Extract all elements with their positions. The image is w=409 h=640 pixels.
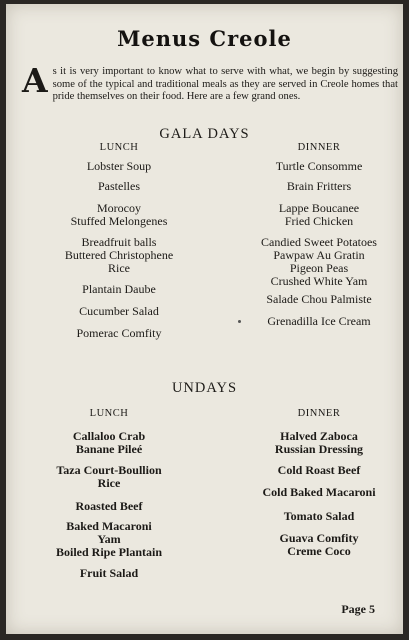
menu-course bbox=[24, 327, 214, 340]
menu-item: Cucumber Salad bbox=[79, 304, 159, 318]
menu-course bbox=[24, 160, 214, 173]
menu-item: Cold Roast Beef bbox=[277, 463, 361, 477]
menu-item: Morocoy bbox=[97, 201, 141, 215]
menu-item: Fried Chicken bbox=[284, 214, 354, 228]
intro-paragraph bbox=[22, 61, 398, 104]
intro-text: s it is very important to know what to serve with what, we begin by suggesting some of the typical and traditional meals as they are served in Creole homes that pride themselves on their food. Here are a few grand ones. bbox=[52, 66, 398, 102]
menu-course bbox=[24, 202, 214, 228]
menu-item: Pastelles bbox=[98, 179, 140, 193]
menu-course bbox=[14, 500, 204, 513]
menu-course bbox=[224, 430, 409, 456]
menu-course bbox=[14, 430, 204, 456]
menu-item: Pomerac Comfity bbox=[76, 326, 162, 340]
menu-item: Banane Pileé bbox=[75, 442, 143, 456]
gala-lunch-heading: LUNCH bbox=[99, 142, 139, 153]
menu-item: Buttered Christophene bbox=[64, 248, 174, 262]
menu-item: Cold Baked Macaroni bbox=[262, 485, 376, 499]
menu-course bbox=[224, 464, 409, 477]
menu-item: Taza Court-Boullion bbox=[56, 463, 162, 477]
menu-course bbox=[224, 293, 409, 306]
menu-item: Fruit Salad bbox=[79, 566, 139, 580]
menu-item: Pawpaw Au Gratin bbox=[273, 248, 365, 262]
menu-item: Roasted Beef bbox=[75, 499, 143, 513]
menu-item: Pigeon Peas bbox=[289, 261, 349, 275]
menu-course bbox=[24, 305, 214, 318]
menu-item: Salade Chou Palmiste bbox=[266, 292, 372, 306]
gala-days-heading: GALA DAYS bbox=[159, 126, 250, 142]
sundays-dinner-heading: DINNER bbox=[297, 408, 341, 419]
menu-item: Crushed White Yam bbox=[270, 274, 368, 288]
menu-item: Tomato Salad bbox=[283, 509, 355, 523]
print-speck bbox=[238, 320, 241, 323]
menu-item: Halved Zaboca bbox=[280, 429, 358, 443]
sundays-heading: UNDAYS bbox=[171, 380, 238, 396]
menu-item: Rice bbox=[97, 476, 121, 490]
menu-item: Yam bbox=[97, 532, 121, 546]
menu-item: Lappe Boucanee bbox=[278, 201, 360, 215]
menu-item: Russian Dressing bbox=[274, 442, 364, 456]
menu-course bbox=[224, 315, 409, 328]
menu-item: Stuffed Melongenes bbox=[70, 214, 168, 228]
sundays-lunch-heading: LUNCH bbox=[89, 408, 129, 419]
menu-course bbox=[14, 520, 204, 559]
menu-course bbox=[224, 202, 409, 228]
menu-item: Turtle Consomme bbox=[275, 159, 363, 173]
menu-course bbox=[24, 236, 214, 275]
menu-course bbox=[14, 464, 204, 490]
drop-cap: A bbox=[22, 61, 48, 100]
menu-item: Lobster Soup bbox=[86, 159, 152, 173]
menu-course bbox=[224, 532, 409, 558]
menu-course bbox=[224, 236, 409, 288]
menu-item: Candied Sweet Potatoes bbox=[261, 235, 377, 249]
menu-course bbox=[24, 283, 214, 296]
menu-item: Callaloo Crab bbox=[72, 429, 146, 443]
menu-course bbox=[224, 510, 409, 523]
gala-dinner-heading: DINNER bbox=[297, 142, 341, 153]
menu-page bbox=[6, 4, 403, 634]
menu-item: Creme Coco bbox=[287, 544, 351, 558]
menu-item: Brain Fritters bbox=[286, 179, 352, 193]
menu-course bbox=[14, 567, 204, 580]
page-title: Menus Creole bbox=[117, 26, 292, 51]
menu-course bbox=[224, 486, 409, 499]
menu-item: Grenadilla Ice Cream bbox=[267, 314, 371, 328]
menu-course bbox=[224, 160, 409, 173]
menu-item: Guava Comfity bbox=[279, 531, 359, 545]
menu-course bbox=[224, 180, 409, 193]
page-number: Page 5 bbox=[341, 602, 375, 616]
menu-item: Plantain Daube bbox=[82, 282, 156, 296]
menu-item: Rice bbox=[108, 261, 130, 275]
menu-item: Boiled Ripe Plantain bbox=[55, 545, 162, 559]
menu-item: Baked Macaroni bbox=[66, 519, 152, 533]
menu-item: Breadfruit balls bbox=[81, 235, 157, 249]
menu-course bbox=[24, 180, 214, 193]
